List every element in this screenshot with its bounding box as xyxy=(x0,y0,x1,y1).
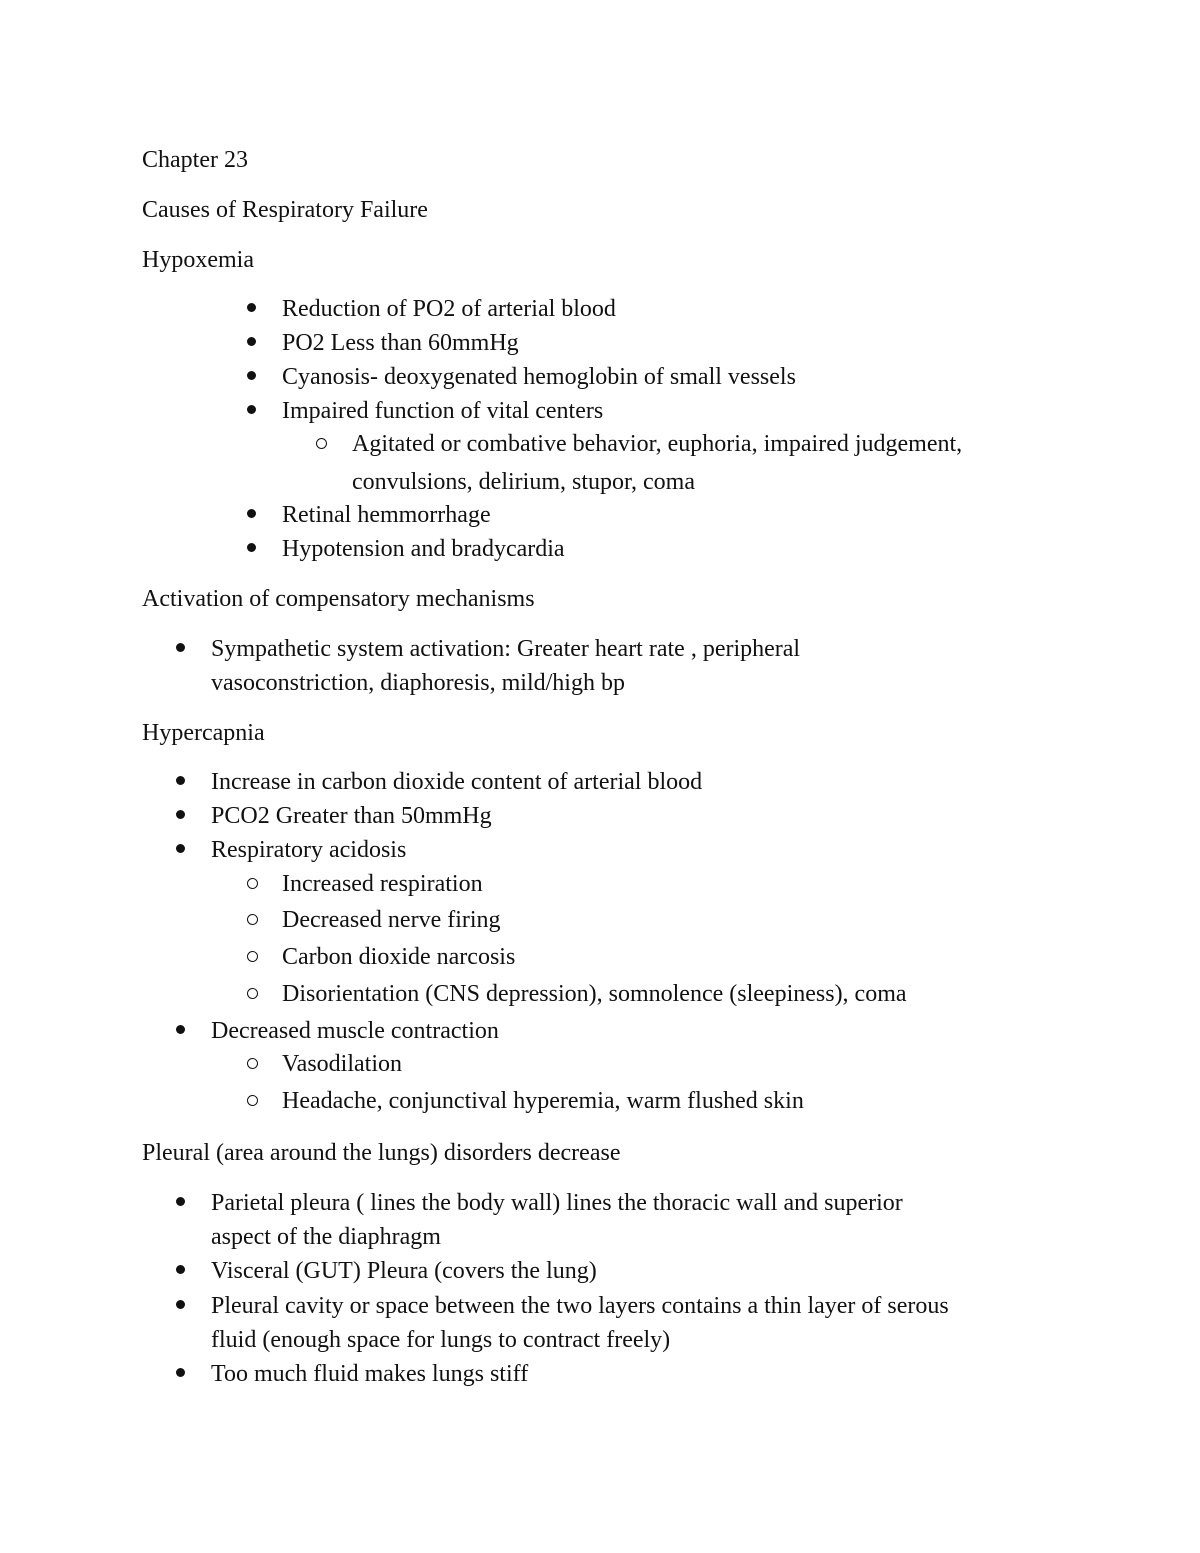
bullet-icon xyxy=(176,1197,185,1206)
bullet-icon xyxy=(176,810,185,819)
bullet-icon xyxy=(247,509,256,518)
list-item: PCO2 Greater than 50mmHg xyxy=(211,803,492,829)
list-item-continuation: vasoconstriction, diaphoresis, mild/high bp xyxy=(211,670,625,696)
bullet-icon xyxy=(176,1368,185,1377)
sub-list-item-continuation: convulsions, delirium, stupor, coma xyxy=(352,469,695,495)
circle-bullet-icon xyxy=(316,438,327,449)
bullet-icon xyxy=(247,337,256,346)
bullet-icon xyxy=(247,371,256,380)
list-item: Too much fluid makes lungs stiff xyxy=(211,1361,529,1387)
sub-list-item: Carbon dioxide narcosis xyxy=(282,944,516,970)
sub-list-item: Disorientation (CNS depression), somnolence (sleepiness), coma xyxy=(282,981,907,1007)
circle-bullet-icon xyxy=(247,878,258,889)
bullet-icon xyxy=(176,643,185,652)
bullet-icon xyxy=(176,844,185,853)
list-item: Hypotension and bradycardia xyxy=(282,536,565,562)
bullet-icon xyxy=(176,1025,185,1034)
circle-bullet-icon xyxy=(247,1058,258,1069)
list-item-continuation: aspect of the diaphragm xyxy=(211,1224,441,1250)
bullet-icon xyxy=(176,1265,185,1274)
compensatory-heading: Activation of compensatory mechanisms xyxy=(142,586,535,612)
sub-list-item: Headache, conjunctival hyperemia, warm flushed skin xyxy=(282,1088,804,1114)
list-item: Parietal pleura ( lines the body wall) lines the thoracic wall and superior xyxy=(211,1190,903,1216)
list-item: Pleural cavity or space between the two layers contains a thin layer of serous xyxy=(211,1293,949,1319)
circle-bullet-icon xyxy=(247,1095,258,1106)
hypercapnia-heading: Hypercapnia xyxy=(142,720,265,746)
list-item: Visceral (GUT) Pleura (covers the lung) xyxy=(211,1258,597,1284)
list-item: Sympathetic system activation: Greater heart rate , peripheral xyxy=(211,636,801,662)
list-item-continuation: fluid (enough space for lungs to contract freely) xyxy=(211,1327,671,1353)
sub-list-item: Agitated or combative behavior, euphoria, impaired judgement, xyxy=(352,431,963,457)
list-item: Respiratory acidosis xyxy=(211,837,407,863)
bullet-icon xyxy=(247,303,256,312)
list-item: PO2 Less than 60mmHg xyxy=(282,330,519,356)
bullet-icon xyxy=(247,405,256,414)
list-item: Decreased muscle contraction xyxy=(211,1018,499,1044)
list-item: Reduction of PO2 of arterial blood xyxy=(282,296,616,322)
circle-bullet-icon xyxy=(247,951,258,962)
list-item: Increase in carbon dioxide content of arterial blood xyxy=(211,769,703,795)
bullet-icon xyxy=(176,776,185,785)
hypoxemia-heading: Hypoxemia xyxy=(142,247,254,273)
sub-list-item: Increased respiration xyxy=(282,871,483,897)
list-item: Impaired function of vital centers xyxy=(282,398,604,424)
circle-bullet-icon xyxy=(247,914,258,925)
pleural-heading: Pleural (area around the lungs) disorders decrease xyxy=(142,1140,621,1166)
sub-list-item: Decreased nerve firing xyxy=(282,907,501,933)
list-item: Cyanosis- deoxygenated hemoglobin of small vessels xyxy=(282,364,796,390)
circle-bullet-icon xyxy=(247,988,258,999)
sub-list-item: Vasodilation xyxy=(282,1051,402,1077)
list-item: Retinal hemmorrhage xyxy=(282,502,491,528)
bullet-icon xyxy=(247,543,256,552)
bullet-icon xyxy=(176,1300,185,1309)
section-title: Causes of Respiratory Failure xyxy=(142,197,428,223)
chapter-title: Chapter 23 xyxy=(142,147,248,173)
